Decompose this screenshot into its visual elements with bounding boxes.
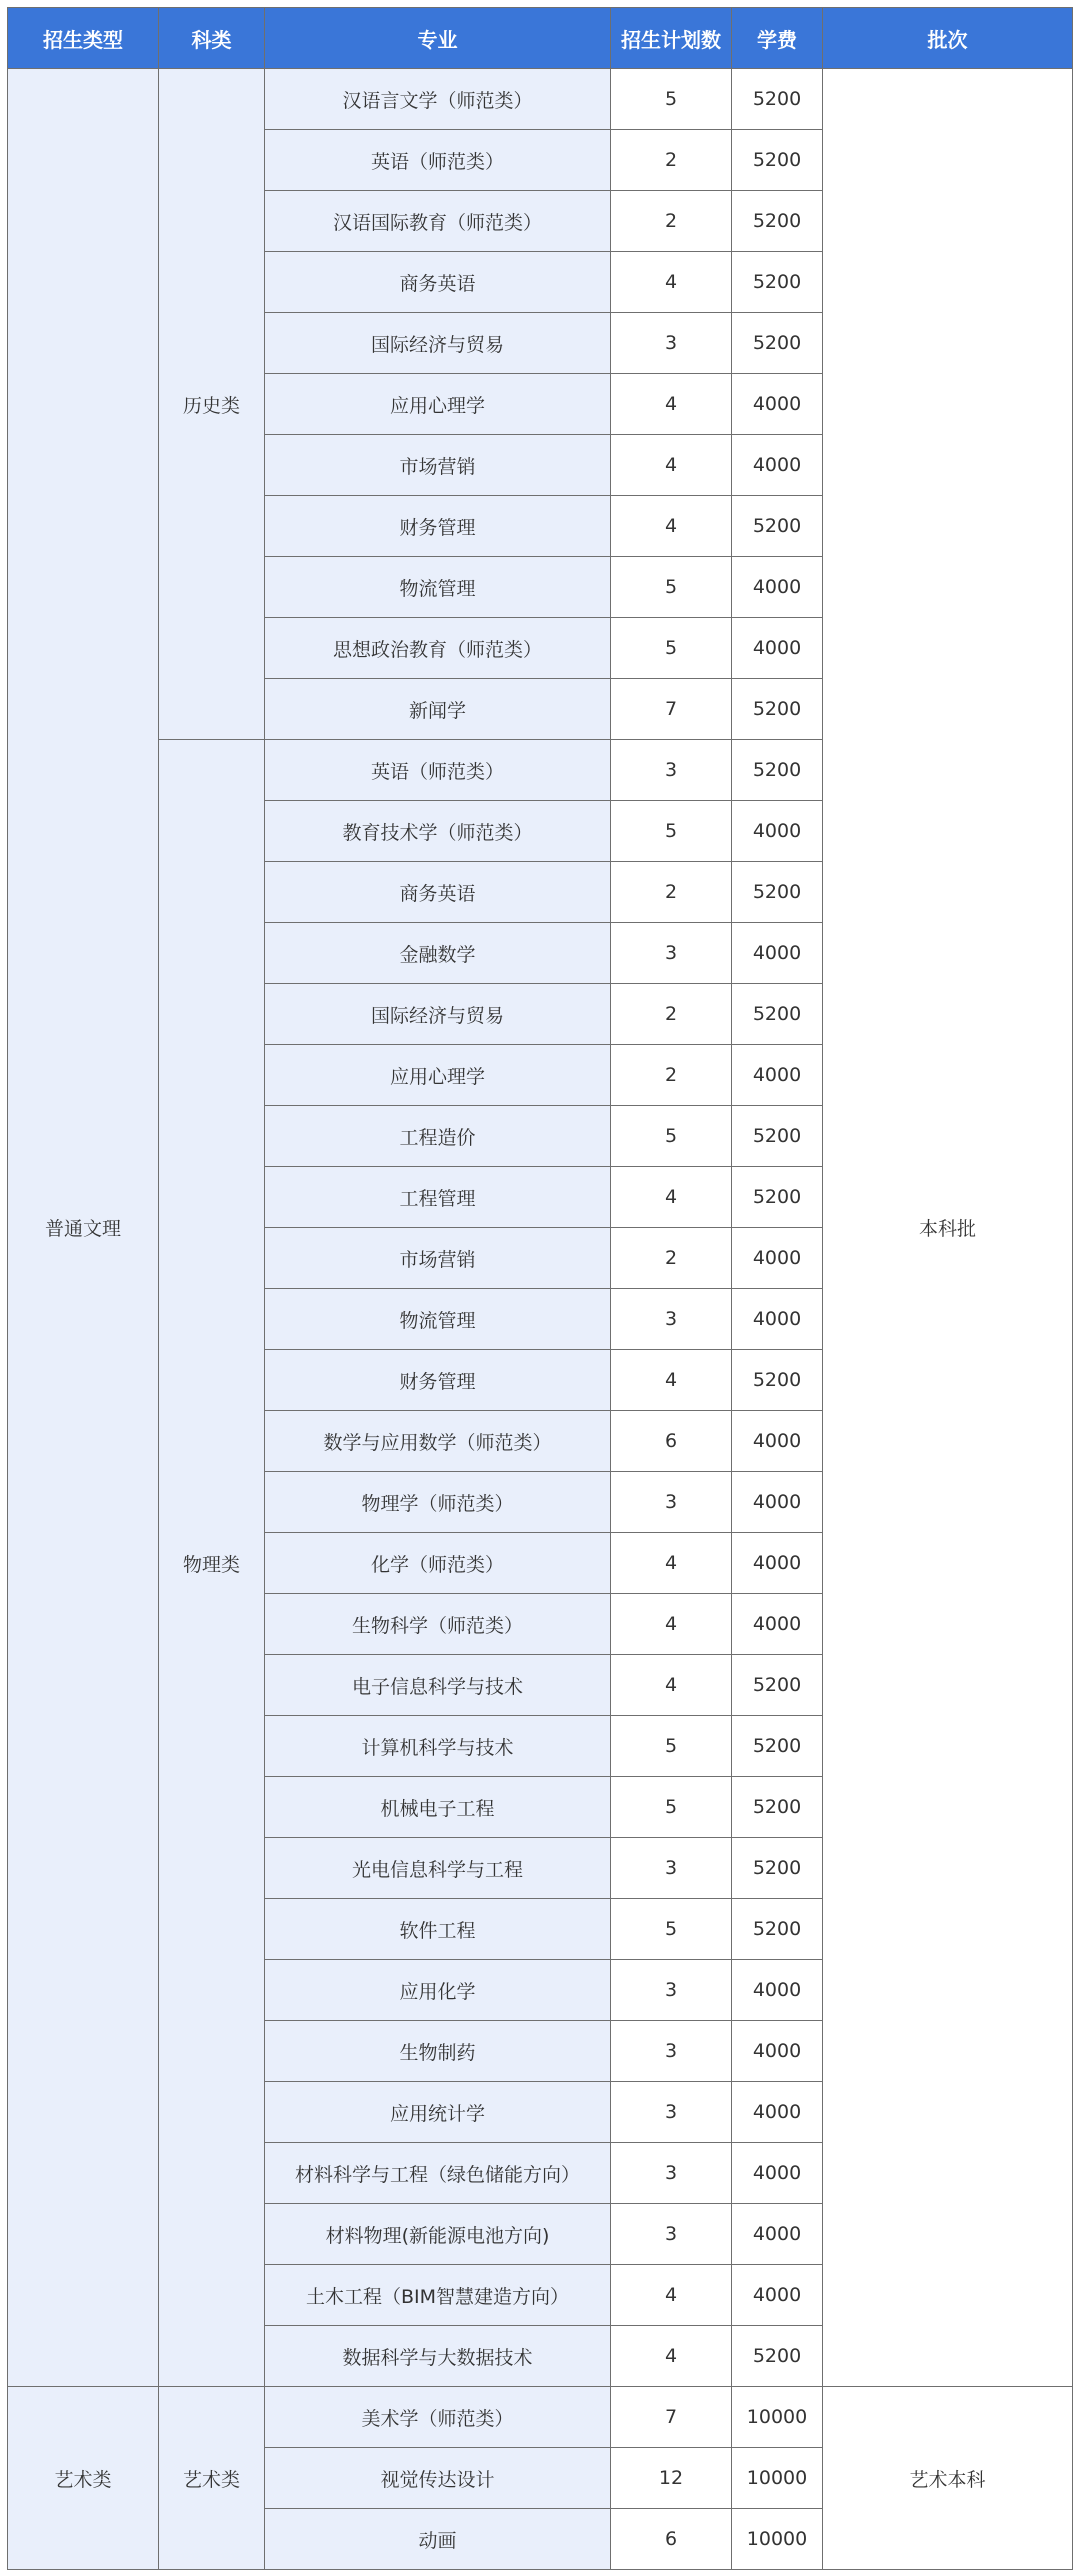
plan-count-cell: 5 bbox=[611, 1716, 732, 1777]
major-cell: 材料科学与工程（绿色储能方向） bbox=[265, 2143, 611, 2204]
plan-count-cell: 5 bbox=[611, 1777, 732, 1838]
major-cell: 金融数学 bbox=[265, 923, 611, 984]
major-cell: 软件工程 bbox=[265, 1899, 611, 1960]
table-row bbox=[8, 69, 1073, 130]
plan-count-cell: 2 bbox=[611, 984, 732, 1045]
header-major: 专业 bbox=[265, 8, 611, 69]
plan-count-cell: 12 bbox=[611, 2448, 732, 2509]
major-cell: 电子信息科学与技术 bbox=[265, 1655, 611, 1716]
tuition-cell: 4000 bbox=[732, 1472, 823, 1533]
major-cell: 光电信息科学与工程 bbox=[265, 1838, 611, 1899]
tuition-cell: 4000 bbox=[732, 1533, 823, 1594]
tuition-cell: 5200 bbox=[732, 1167, 823, 1228]
major-cell: 美术学（师范类） bbox=[265, 2387, 611, 2448]
admission-plan-table-wrapper bbox=[7, 7, 1072, 2570]
plan-count-cell: 7 bbox=[611, 679, 732, 740]
table-body bbox=[8, 69, 1073, 2570]
enrollment-type-cell: 普通文理 bbox=[8, 69, 159, 2387]
plan-count-cell: 5 bbox=[611, 1106, 732, 1167]
major-cell: 应用化学 bbox=[265, 1960, 611, 2021]
enrollment-type-cell: 艺术类 bbox=[8, 2387, 159, 2570]
major-cell: 数据科学与大数据技术 bbox=[265, 2326, 611, 2387]
plan-count-cell: 4 bbox=[611, 2326, 732, 2387]
tuition-cell: 4000 bbox=[732, 1228, 823, 1289]
plan-count-cell: 4 bbox=[611, 496, 732, 557]
header-batch: 批次 bbox=[823, 8, 1073, 69]
subject-category-cell: 艺术类 bbox=[159, 2387, 265, 2570]
plan-count-cell: 3 bbox=[611, 2021, 732, 2082]
plan-count-cell: 4 bbox=[611, 1533, 732, 1594]
major-cell: 市场营销 bbox=[265, 435, 611, 496]
plan-count-cell: 5 bbox=[611, 1899, 732, 1960]
tuition-cell: 4000 bbox=[732, 2082, 823, 2143]
major-cell: 物理学（师范类） bbox=[265, 1472, 611, 1533]
plan-count-cell: 4 bbox=[611, 435, 732, 496]
major-cell: 思想政治教育（师范类） bbox=[265, 618, 611, 679]
plan-count-cell: 4 bbox=[611, 374, 732, 435]
plan-count-cell: 4 bbox=[611, 2265, 732, 2326]
major-cell: 物流管理 bbox=[265, 557, 611, 618]
batch-cell: 艺术本科 bbox=[823, 2387, 1073, 2570]
tuition-cell: 4000 bbox=[732, 2265, 823, 2326]
plan-count-cell: 3 bbox=[611, 923, 732, 984]
tuition-cell: 4000 bbox=[732, 923, 823, 984]
major-cell: 商务英语 bbox=[265, 862, 611, 923]
tuition-cell: 4000 bbox=[732, 435, 823, 496]
tuition-cell: 5200 bbox=[732, 984, 823, 1045]
tuition-cell: 4000 bbox=[732, 2143, 823, 2204]
tuition-cell: 5200 bbox=[732, 1838, 823, 1899]
plan-count-cell: 4 bbox=[611, 1350, 732, 1411]
major-cell: 土木工程（BIM智慧建造方向） bbox=[265, 2265, 611, 2326]
tuition-cell: 5200 bbox=[732, 496, 823, 557]
tuition-cell: 4000 bbox=[732, 557, 823, 618]
tuition-cell: 5200 bbox=[732, 1716, 823, 1777]
major-cell: 应用心理学 bbox=[265, 1045, 611, 1106]
tuition-cell: 10000 bbox=[732, 2387, 823, 2448]
plan-count-cell: 3 bbox=[611, 313, 732, 374]
major-cell: 国际经济与贸易 bbox=[265, 313, 611, 374]
plan-count-cell: 2 bbox=[611, 191, 732, 252]
tuition-cell: 4000 bbox=[732, 1289, 823, 1350]
tuition-cell: 5200 bbox=[732, 313, 823, 374]
tuition-cell: 5200 bbox=[732, 1106, 823, 1167]
tuition-cell: 5200 bbox=[732, 252, 823, 313]
batch-cell: 本科批 bbox=[823, 69, 1073, 2387]
major-cell: 应用心理学 bbox=[265, 374, 611, 435]
major-cell: 新闻学 bbox=[265, 679, 611, 740]
major-cell: 化学（师范类） bbox=[265, 1533, 611, 1594]
plan-count-cell: 4 bbox=[611, 1167, 732, 1228]
tuition-cell: 5200 bbox=[732, 862, 823, 923]
plan-count-cell: 3 bbox=[611, 1289, 732, 1350]
plan-count-cell: 3 bbox=[611, 2082, 732, 2143]
tuition-cell: 5200 bbox=[732, 2326, 823, 2387]
major-cell: 材料物理(新能源电池方向) bbox=[265, 2204, 611, 2265]
subject-category-cell: 物理类 bbox=[159, 740, 265, 2387]
plan-count-cell: 4 bbox=[611, 252, 732, 313]
tuition-cell: 5200 bbox=[732, 191, 823, 252]
tuition-cell: 10000 bbox=[732, 2448, 823, 2509]
tuition-cell: 4000 bbox=[732, 2021, 823, 2082]
plan-count-cell: 4 bbox=[611, 1594, 732, 1655]
tuition-cell: 4000 bbox=[732, 2204, 823, 2265]
major-cell: 物流管理 bbox=[265, 1289, 611, 1350]
plan-count-cell: 7 bbox=[611, 2387, 732, 2448]
tuition-cell: 4000 bbox=[732, 374, 823, 435]
tuition-cell: 5200 bbox=[732, 740, 823, 801]
major-cell: 国际经济与贸易 bbox=[265, 984, 611, 1045]
tuition-cell: 5200 bbox=[732, 679, 823, 740]
major-cell: 财务管理 bbox=[265, 496, 611, 557]
plan-count-cell: 5 bbox=[611, 801, 732, 862]
tuition-cell: 5200 bbox=[732, 69, 823, 130]
major-cell: 生物制药 bbox=[265, 2021, 611, 2082]
plan-count-cell: 3 bbox=[611, 2204, 732, 2265]
tuition-cell: 4000 bbox=[732, 618, 823, 679]
major-cell: 市场营销 bbox=[265, 1228, 611, 1289]
plan-count-cell: 5 bbox=[611, 618, 732, 679]
tuition-cell: 4000 bbox=[732, 1960, 823, 2021]
header-plan: 招生计划数 bbox=[611, 8, 732, 69]
major-cell: 动画 bbox=[265, 2509, 611, 2570]
plan-count-cell: 3 bbox=[611, 2143, 732, 2204]
major-cell: 数学与应用数学（师范类） bbox=[265, 1411, 611, 1472]
tuition-cell: 4000 bbox=[732, 1411, 823, 1472]
plan-count-cell: 5 bbox=[611, 557, 732, 618]
tuition-cell: 5200 bbox=[732, 130, 823, 191]
plan-count-cell: 2 bbox=[611, 1228, 732, 1289]
table-row bbox=[8, 2387, 1073, 2448]
admission-plan-table bbox=[7, 7, 1073, 2570]
tuition-cell: 5200 bbox=[732, 1899, 823, 1960]
major-cell: 视觉传达设计 bbox=[265, 2448, 611, 2509]
plan-count-cell: 2 bbox=[611, 862, 732, 923]
subject-category-cell: 历史类 bbox=[159, 69, 265, 740]
plan-count-cell: 5 bbox=[611, 69, 732, 130]
header-fee: 学费 bbox=[732, 8, 823, 69]
plan-count-cell: 6 bbox=[611, 2509, 732, 2570]
major-cell: 工程管理 bbox=[265, 1167, 611, 1228]
major-cell: 商务英语 bbox=[265, 252, 611, 313]
major-cell: 汉语国际教育（师范类） bbox=[265, 191, 611, 252]
tuition-cell: 4000 bbox=[732, 801, 823, 862]
major-cell: 教育技术学（师范类） bbox=[265, 801, 611, 862]
tuition-cell: 4000 bbox=[732, 1045, 823, 1106]
major-cell: 计算机科学与技术 bbox=[265, 1716, 611, 1777]
major-cell: 工程造价 bbox=[265, 1106, 611, 1167]
tuition-cell: 5200 bbox=[732, 1350, 823, 1411]
major-cell: 生物科学（师范类） bbox=[265, 1594, 611, 1655]
plan-count-cell: 3 bbox=[611, 1838, 732, 1899]
header-category: 科类 bbox=[159, 8, 265, 69]
major-cell: 财务管理 bbox=[265, 1350, 611, 1411]
plan-count-cell: 2 bbox=[611, 1045, 732, 1106]
major-cell: 汉语言文学（师范类） bbox=[265, 69, 611, 130]
plan-count-cell: 2 bbox=[611, 130, 732, 191]
plan-count-cell: 3 bbox=[611, 1472, 732, 1533]
plan-count-cell: 4 bbox=[611, 1655, 732, 1716]
tuition-cell: 5200 bbox=[732, 1777, 823, 1838]
major-cell: 机械电子工程 bbox=[265, 1777, 611, 1838]
tuition-cell: 4000 bbox=[732, 1594, 823, 1655]
plan-count-cell: 3 bbox=[611, 1960, 732, 2021]
tuition-cell: 10000 bbox=[732, 2509, 823, 2570]
major-cell: 应用统计学 bbox=[265, 2082, 611, 2143]
major-cell: 英语（师范类） bbox=[265, 130, 611, 191]
tuition-cell: 5200 bbox=[732, 1655, 823, 1716]
plan-count-cell: 3 bbox=[611, 740, 732, 801]
header-row bbox=[8, 8, 1073, 69]
plan-count-cell: 6 bbox=[611, 1411, 732, 1472]
header-type: 招生类型 bbox=[8, 8, 159, 69]
major-cell: 英语（师范类） bbox=[265, 740, 611, 801]
